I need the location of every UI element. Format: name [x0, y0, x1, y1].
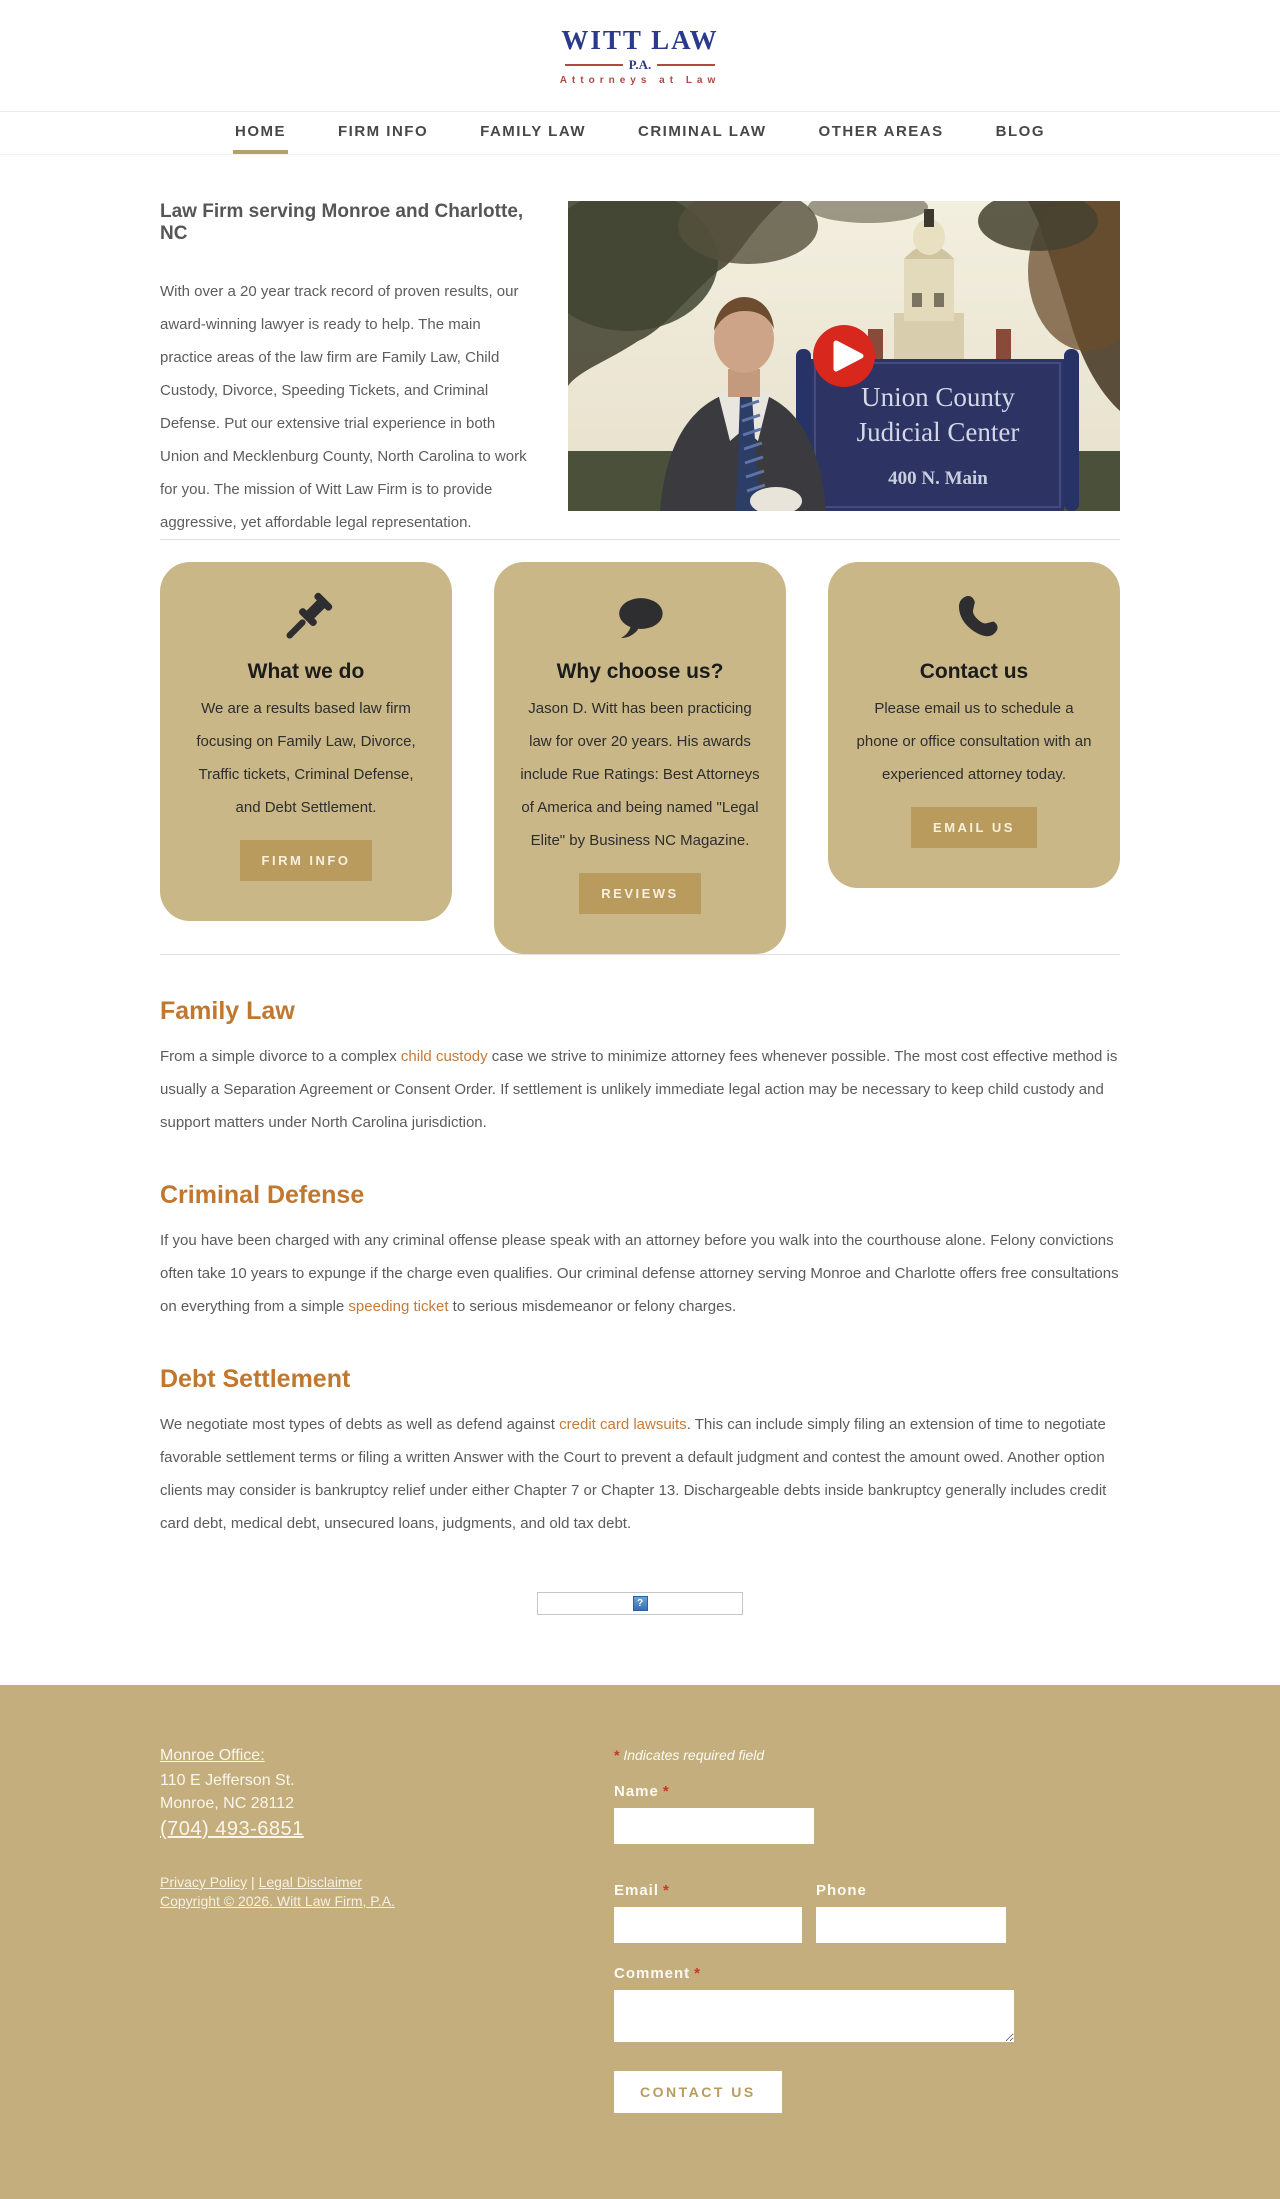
section-criminal-defense	[160, 1181, 1120, 1323]
paragraph-text: From a simple divorce to a complex	[160, 1048, 401, 1065]
nav-item-other-areas[interactable]: OTHER AREAS	[818, 123, 944, 140]
credit-card-lawsuits-link[interactable]: credit card lawsuits	[559, 1416, 687, 1433]
privacy-policy-link[interactable]: Privacy Policy	[160, 1874, 248, 1890]
required-star: *	[694, 1965, 702, 1982]
logo-pa: P.A.	[628, 57, 652, 72]
card-text: Jason D. Witt has been practicing law for over 20 years. His awards include Rue Ratings: Best Attorneys of America and being named "Legal Elite" by Business NC Magazine.	[520, 700, 760, 849]
required-star: *	[662, 1783, 670, 1800]
comment-field[interactable]	[614, 1990, 1014, 2042]
feature-cards	[160, 562, 1120, 954]
office-phone-link[interactable]: (704) 493-6851	[160, 1818, 304, 1840]
sign-line-3: 400 N. Main	[888, 468, 988, 489]
card-contact-us	[828, 562, 1120, 888]
divider	[160, 539, 1120, 540]
phone-label: Phone	[816, 1882, 867, 1899]
youtube-play-icon[interactable]	[813, 325, 875, 387]
email-label: Email *	[614, 1882, 670, 1899]
section-title: Debt Settlement	[160, 1365, 351, 1393]
nav-item-blog[interactable]: BLOG	[995, 123, 1045, 140]
name-label: Name *	[614, 1783, 670, 1800]
paragraph-text: We negotiate most types of debts as well as defend against	[160, 1416, 560, 1433]
links-separator: |	[247, 1874, 259, 1890]
child-custody-link[interactable]: child custody	[400, 1048, 488, 1065]
hero-paragraph: With over a 20 year track record of proven results, our award-winning lawyer is ready to help. The main practice areas of the law firm are Family Law, Child Custody, Divorce, Speeding Tickets, and Criminal Defense. Put our extensive trial experience in both Union and Mecklenburg County, North Carolina to work for you. The mission of Witt Law Firm is to provide aggressive, yet affordable legal representation.	[160, 283, 527, 531]
section-paragraph	[160, 1040, 1120, 1139]
hero-section	[160, 155, 1120, 539]
required-star: *	[663, 1882, 670, 1899]
sign-line-1: Union County	[861, 382, 1015, 412]
hero-heading: Law Firm serving Monroe and Charlotte, NC	[160, 201, 524, 244]
comment-label: Comment *	[614, 1965, 702, 1982]
paragraph-text: to serious misdemeanor or felony charges.	[448, 1298, 737, 1315]
card-text: We are a results based law firm focusing on Family Law, Divorce, Traffic tickets, Criminal Defense, and Debt Settlement.	[196, 700, 416, 816]
paragraph-text: . This can include simply filing an extension of time to negotiate favorable settlement terms or filing a written Answer with the Court to prevent a default judgment and contest the amount owed. Another option clients may consider is bankruptcy relief under either Chapter 7 or Chapter 13. Dischargeable debts inside bankruptcy generally includes credit card debt, medical debt, unsecured loans, judgments, and old tax debt.	[160, 1416, 1107, 1532]
broken-embed-frame	[537, 1592, 743, 1615]
logo-tagline: Attorneys at Law	[559, 75, 721, 86]
video-scene	[568, 201, 1120, 511]
section-title: Criminal Defense	[160, 1181, 365, 1209]
email-field[interactable]	[614, 1907, 802, 1943]
section-paragraph	[160, 1408, 1120, 1540]
name-field[interactable]	[614, 1808, 814, 1844]
gavel-icon	[277, 590, 335, 648]
footer-office-info	[160, 1747, 614, 2113]
card-what-we-do	[160, 562, 452, 921]
sign-line-2: Judicial Center	[856, 417, 1020, 447]
office-address-line2: Monroe, NC 28112	[160, 1795, 294, 1812]
intro-video-thumbnail[interactable]	[568, 201, 1120, 511]
nav-item-home[interactable]: HOME	[233, 112, 288, 154]
section-title: Family Law	[160, 997, 295, 1025]
logo-rule-left	[565, 64, 623, 66]
office-address-line1: 110 E Jefferson St.	[160, 1772, 295, 1789]
card-title: What we do	[247, 660, 365, 683]
card-title: Why choose us?	[556, 660, 724, 683]
speech-bubble-icon	[611, 590, 669, 648]
section-debt-settlement	[160, 1365, 1120, 1540]
section-family-law	[160, 997, 1120, 1139]
section-paragraph	[160, 1224, 1120, 1323]
logo-title: WITT LAW	[561, 25, 719, 55]
paragraph-text: case we strive to minimize attorney fees whenever possible. The most cost effective method is usually a Separation Agreement or Consent Order. If settlement is unlikely immediate legal action may be necessary to keep child custody and support matters under North Carolina jurisdiction.	[160, 1048, 1118, 1131]
phone-icon	[947, 592, 1001, 646]
legal-disclaimer-link[interactable]: Legal Disclaimer	[258, 1874, 363, 1890]
card-why-choose-us	[494, 562, 786, 954]
contact-us-submit-button[interactable]: CONTACT US	[614, 2071, 782, 2113]
witt-law-logo[interactable]	[560, 25, 721, 86]
required-star: *	[614, 1747, 620, 1763]
divider	[160, 954, 1120, 955]
card-text: Please email us to schedule a phone or office consultation with an experienced attorney today.	[856, 700, 1092, 783]
site-footer	[0, 1685, 1280, 2199]
reviews-button[interactable]: REVIEWS	[579, 873, 700, 914]
logo-rule-right	[657, 64, 715, 66]
firm-info-button[interactable]: FIRM INFO	[240, 840, 373, 881]
contact-form	[614, 1747, 1014, 2113]
broken-image-icon: ?	[633, 1596, 648, 1611]
phone-field[interactable]	[816, 1907, 1006, 1943]
nav-item-criminal-law[interactable]: CRIMINAL LAW	[637, 123, 767, 140]
paragraph-text: If you have been charged with any criminal offense please speak with an attorney before you walk into the courthouse alone. Felony convictions often take 10 years to expunge if the charge even qualifies. Our criminal defense attorney serving Monroe and Charlotte offers free consultations on everything from a simple	[160, 1232, 1119, 1315]
main-navigation	[0, 112, 1280, 155]
card-title: Contact us	[919, 660, 1029, 683]
email-us-button[interactable]: EMAIL US	[911, 807, 1037, 848]
nav-item-family-law[interactable]: FAMILY LAW	[480, 123, 586, 140]
office-title: Monroe Office:	[160, 1747, 265, 1764]
required-field-note: * Indicates required field	[614, 1747, 765, 1763]
nav-item-firm-info[interactable]: FIRM INFO	[337, 123, 429, 140]
site-header	[0, 0, 1280, 112]
copyright-link[interactable]: Copyright © 2026. Witt Law Firm, P.A.	[160, 1893, 395, 1909]
speeding-ticket-link[interactable]: speeding ticket	[348, 1298, 449, 1315]
